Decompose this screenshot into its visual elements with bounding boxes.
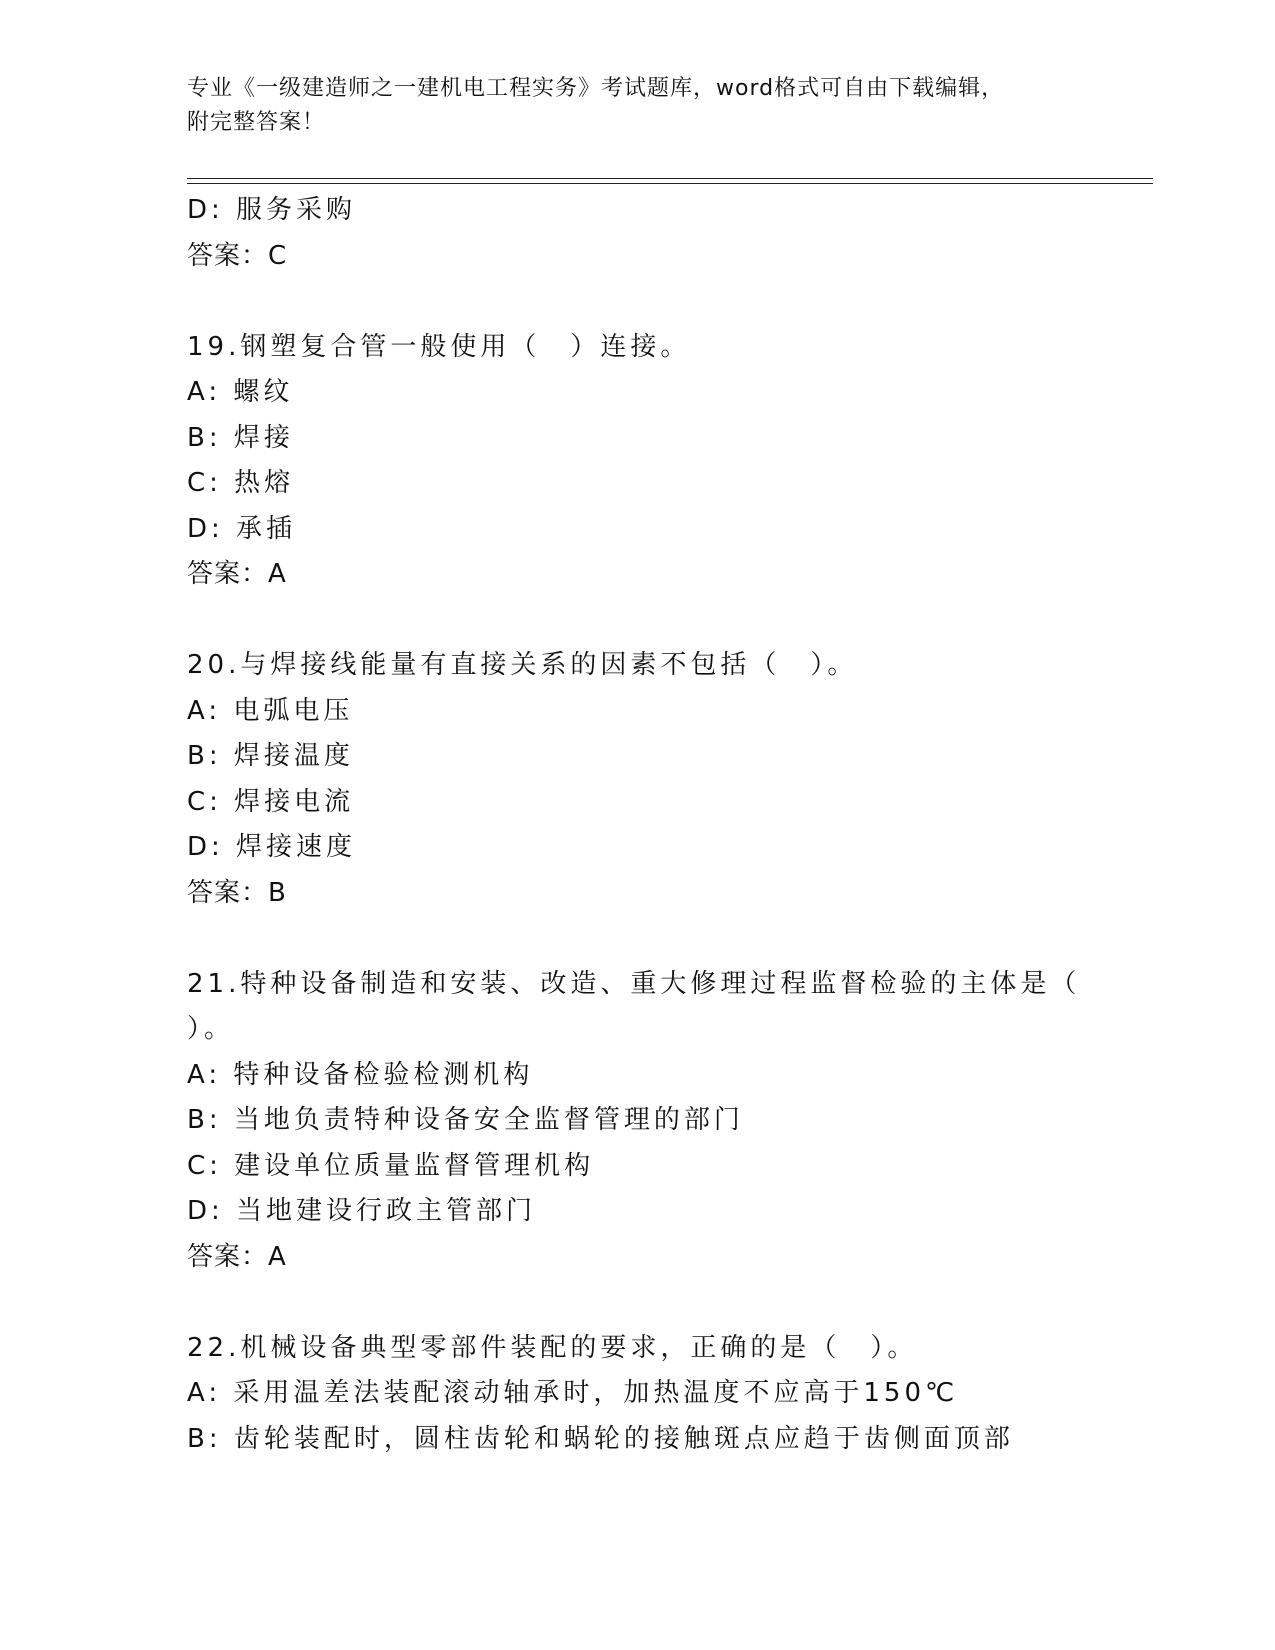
question-stem-19: 19.钢塑复合管一般使用（ ）连接。 — [187, 331, 691, 362]
option-a: A: 采用温差法装配滚动轴承时，加热温度不应高于150℃ — [187, 1378, 959, 1408]
option-a: A: 电弧电压 — [187, 695, 354, 726]
question-spacer — [187, 279, 1087, 325]
question-stem-20: 20.与焊接线能量有直接关系的因素不包括（ ）。 — [187, 650, 858, 680]
answer-line: 答案：A — [187, 559, 287, 589]
question-spacer — [187, 598, 1087, 644]
header-line-1: 专业《一级建造师之一建机电工程实务》考试题库，word格式可自由下载编辑， — [187, 76, 1005, 101]
question-spacer — [187, 1280, 1087, 1326]
option-c: C: 建设单位质量监督管理机构 — [187, 1150, 595, 1181]
option-c: C: 焊接电流 — [187, 786, 355, 817]
option-d: D: 当地建设行政主管部门 — [187, 1196, 537, 1226]
question-spacer — [187, 916, 1087, 962]
header-divider-bottom — [187, 183, 1153, 184]
document-header — [187, 72, 1067, 140]
question-stem-21-continued: ）。 — [187, 1014, 235, 1044]
header-divider-top — [187, 178, 1153, 179]
answer-line: 答案：A — [187, 1241, 287, 1272]
option-d: D: 焊接速度 — [187, 832, 357, 862]
option-c: C: 热熔 — [187, 468, 295, 498]
option-b: B: 齿轮装配时，圆柱齿轮和蜗轮的接触斑点应趋于齿侧面顶部 — [187, 1423, 1014, 1454]
option-b: B: 当地负责特种设备安全监督管理的部门 — [187, 1105, 744, 1135]
header-line-2: 附完整答案！ — [187, 110, 326, 135]
option-d: D: 承插 — [187, 513, 297, 544]
answer-line: 答案：B — [187, 877, 287, 908]
option-b: B: 焊接温度 — [187, 741, 354, 771]
option-a: A: 特种设备检验检测机构 — [187, 1059, 534, 1090]
option-a: A: 螺纹 — [187, 377, 294, 407]
answer-line: 答案：C — [187, 240, 288, 271]
option-b: B: 焊接 — [187, 422, 294, 453]
question-stem-21: 21.特种设备制造和安装、改造、重大修理过程监督检验的主体是（ — [187, 968, 1081, 999]
question-list — [187, 188, 1087, 1462]
question-stem-22: 22.机械设备典型零部件装配的要求，正确的是（ ）。 — [187, 1332, 918, 1363]
option-d: D: 服务采购 — [187, 195, 357, 225]
